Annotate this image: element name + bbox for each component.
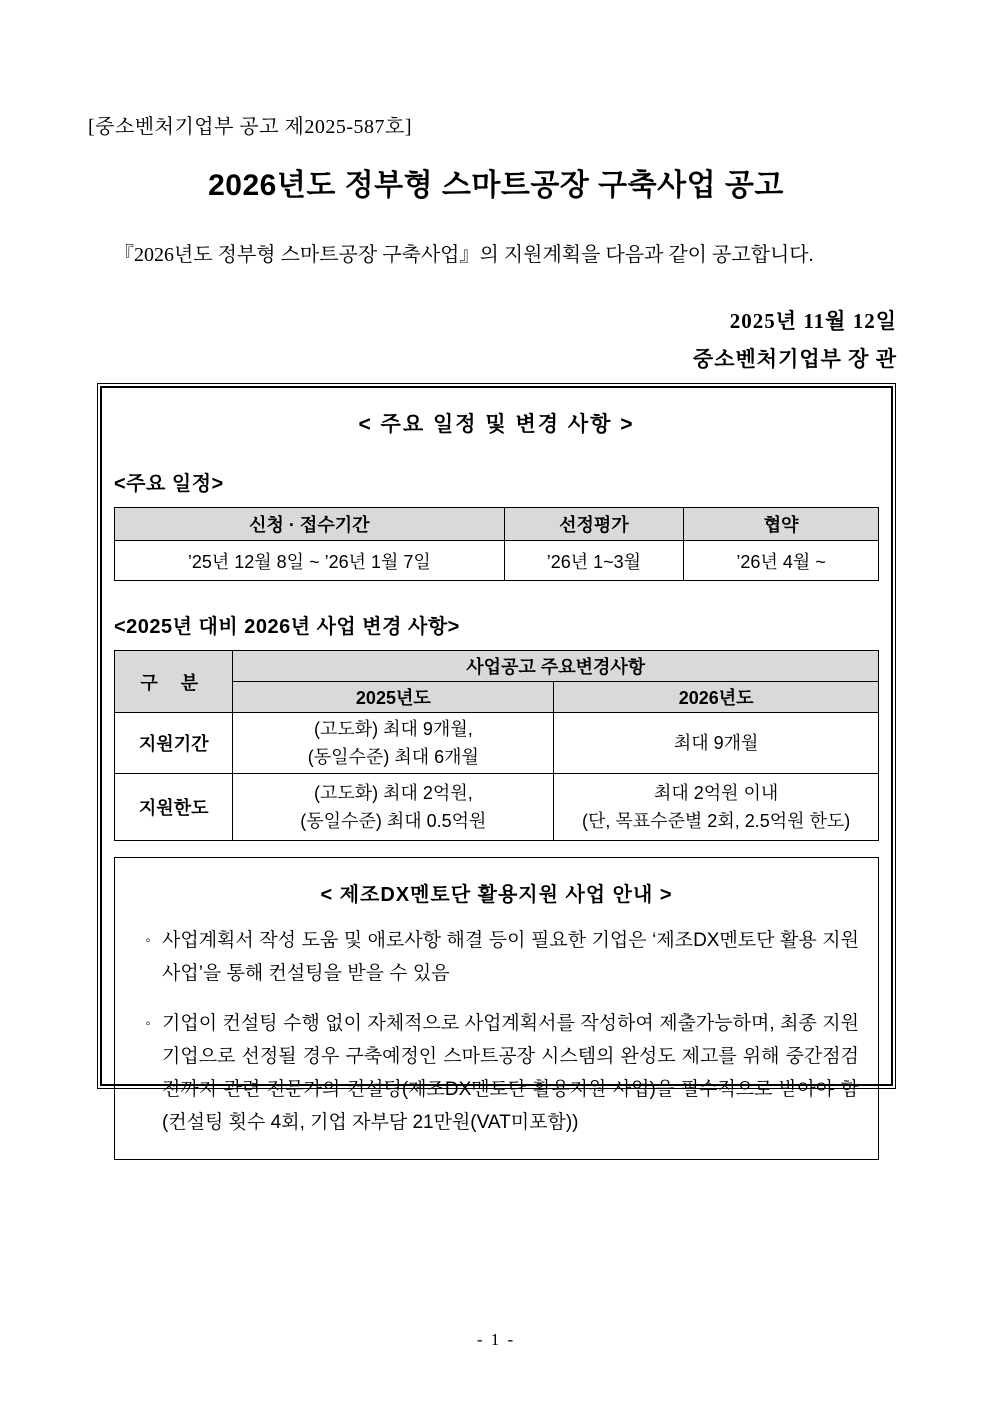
changes-corner-label: 구 분 xyxy=(115,651,233,713)
summary-box-inner xyxy=(100,386,893,1133)
changes-period-2026 xyxy=(554,713,879,774)
schedule-header-row xyxy=(115,508,879,541)
changes-row-period xyxy=(115,713,879,774)
changes-row-limit xyxy=(115,774,879,841)
schedule-evaluation-period: ’26년 1~3월 xyxy=(504,541,684,581)
changes-heading: <2025년 대비 2026년 사업 변경 사항> xyxy=(114,616,460,638)
page-title: 2026년도 정부형 스마트공장 구축사업 공고 xyxy=(208,169,784,202)
bullet-icon: ◦ xyxy=(145,932,151,949)
schedule-agreement-period: ’26년 4월 ~ xyxy=(684,541,879,581)
notice-bullet-1 xyxy=(134,924,859,990)
mentor-notice-box xyxy=(114,857,879,1160)
changes-row-limit-label: 지원한도 xyxy=(115,774,233,841)
changes-limit-2025-line2: (동일수준) 최대 0.5억원 xyxy=(300,811,487,831)
bullet-icon: ◦ xyxy=(145,1015,151,1032)
notice-bullet-2 xyxy=(134,1007,859,1139)
changes-row-period-label: 지원기간 xyxy=(115,713,233,774)
notice-bullet-2-text: 기업이 컨설팅 수행 없이 자체적으로 사업계획서를 작성하여 제출가능하며, 최종 지원 기업으로 선정될 경우 구축예정인 스마트공장 시스템의 완성도 제고를 위해 중간점검 전까지 관련 전문가의 컨설팅(제조DX멘토단 활용지원 사업)을 필수적으로 받아야 함 (컨설팅 횟수 4회, 기업 자부담 21만원(VAT미포함)) xyxy=(162,1013,859,1133)
changes-period-2025-line1: (고도화) 최대 9개월, xyxy=(313,719,473,739)
schedule-data-row xyxy=(115,541,879,581)
doc-number: [중소벤처기업부 공고 제2025-587호] xyxy=(88,116,413,138)
summary-box-title: < 주요 일정 및 변경 사항 > xyxy=(358,413,635,436)
summary-box xyxy=(97,383,896,1133)
changes-limit-2026 xyxy=(554,774,879,841)
schedule-application-period: ’25년 12월 8일 ~ ’26년 1월 7일 xyxy=(115,541,505,581)
schedule-heading: <주요 일정> xyxy=(114,473,224,495)
mentor-notice-title: < 제조DX멘토단 활용지원 사업 안내 > xyxy=(320,884,673,906)
changes-limit-2025 xyxy=(233,774,554,841)
signer: 중소벤처기업부 장 관 xyxy=(692,347,897,371)
changes-col-2025: 2025년도 xyxy=(233,682,554,713)
schedule-col-application: 신청 · 접수기간 xyxy=(115,508,505,541)
date-signer-block xyxy=(693,302,897,378)
changes-header-row-1 xyxy=(115,651,879,682)
intro-paragraph: 『2026년도 정부형 스마트공장 구축사업』의 지원계획을 다음과 같이 공고합니다. xyxy=(114,244,814,266)
changes-col-2026: 2026년도 xyxy=(554,682,879,713)
schedule-table xyxy=(114,507,879,581)
changes-table xyxy=(114,650,879,841)
changes-limit-2026-line1: 최대 2억원 이내 xyxy=(653,783,779,803)
changes-limit-2025-line1: (고도화) 최대 2억원, xyxy=(313,783,473,803)
changes-period-2026-line1: 최대 9개월 xyxy=(673,733,759,753)
page-number: - 1 - xyxy=(476,1330,516,1349)
announcement-date: 2025년 11월 12일 xyxy=(729,309,897,333)
changes-period-2025 xyxy=(233,713,554,774)
notice-bullet-1-text: 사업계획서 작성 도움 및 애로사항 해결 등이 필요한 기업은 ‘제조DX멘토단 활용 지원사업’을 통해 컨설팅을 받을 수 있음 xyxy=(162,930,859,984)
schedule-col-evaluation: 선정평가 xyxy=(504,508,684,541)
changes-period-2025-line2: (동일수준) 최대 6개월 xyxy=(307,747,479,767)
changes-limit-2026-line2: (단, 목표수준별 2회, 2.5억원 한도) xyxy=(581,811,851,831)
schedule-col-agreement: 협약 xyxy=(684,508,879,541)
changes-group-header: 사업공고 주요변경사항 xyxy=(233,651,879,682)
